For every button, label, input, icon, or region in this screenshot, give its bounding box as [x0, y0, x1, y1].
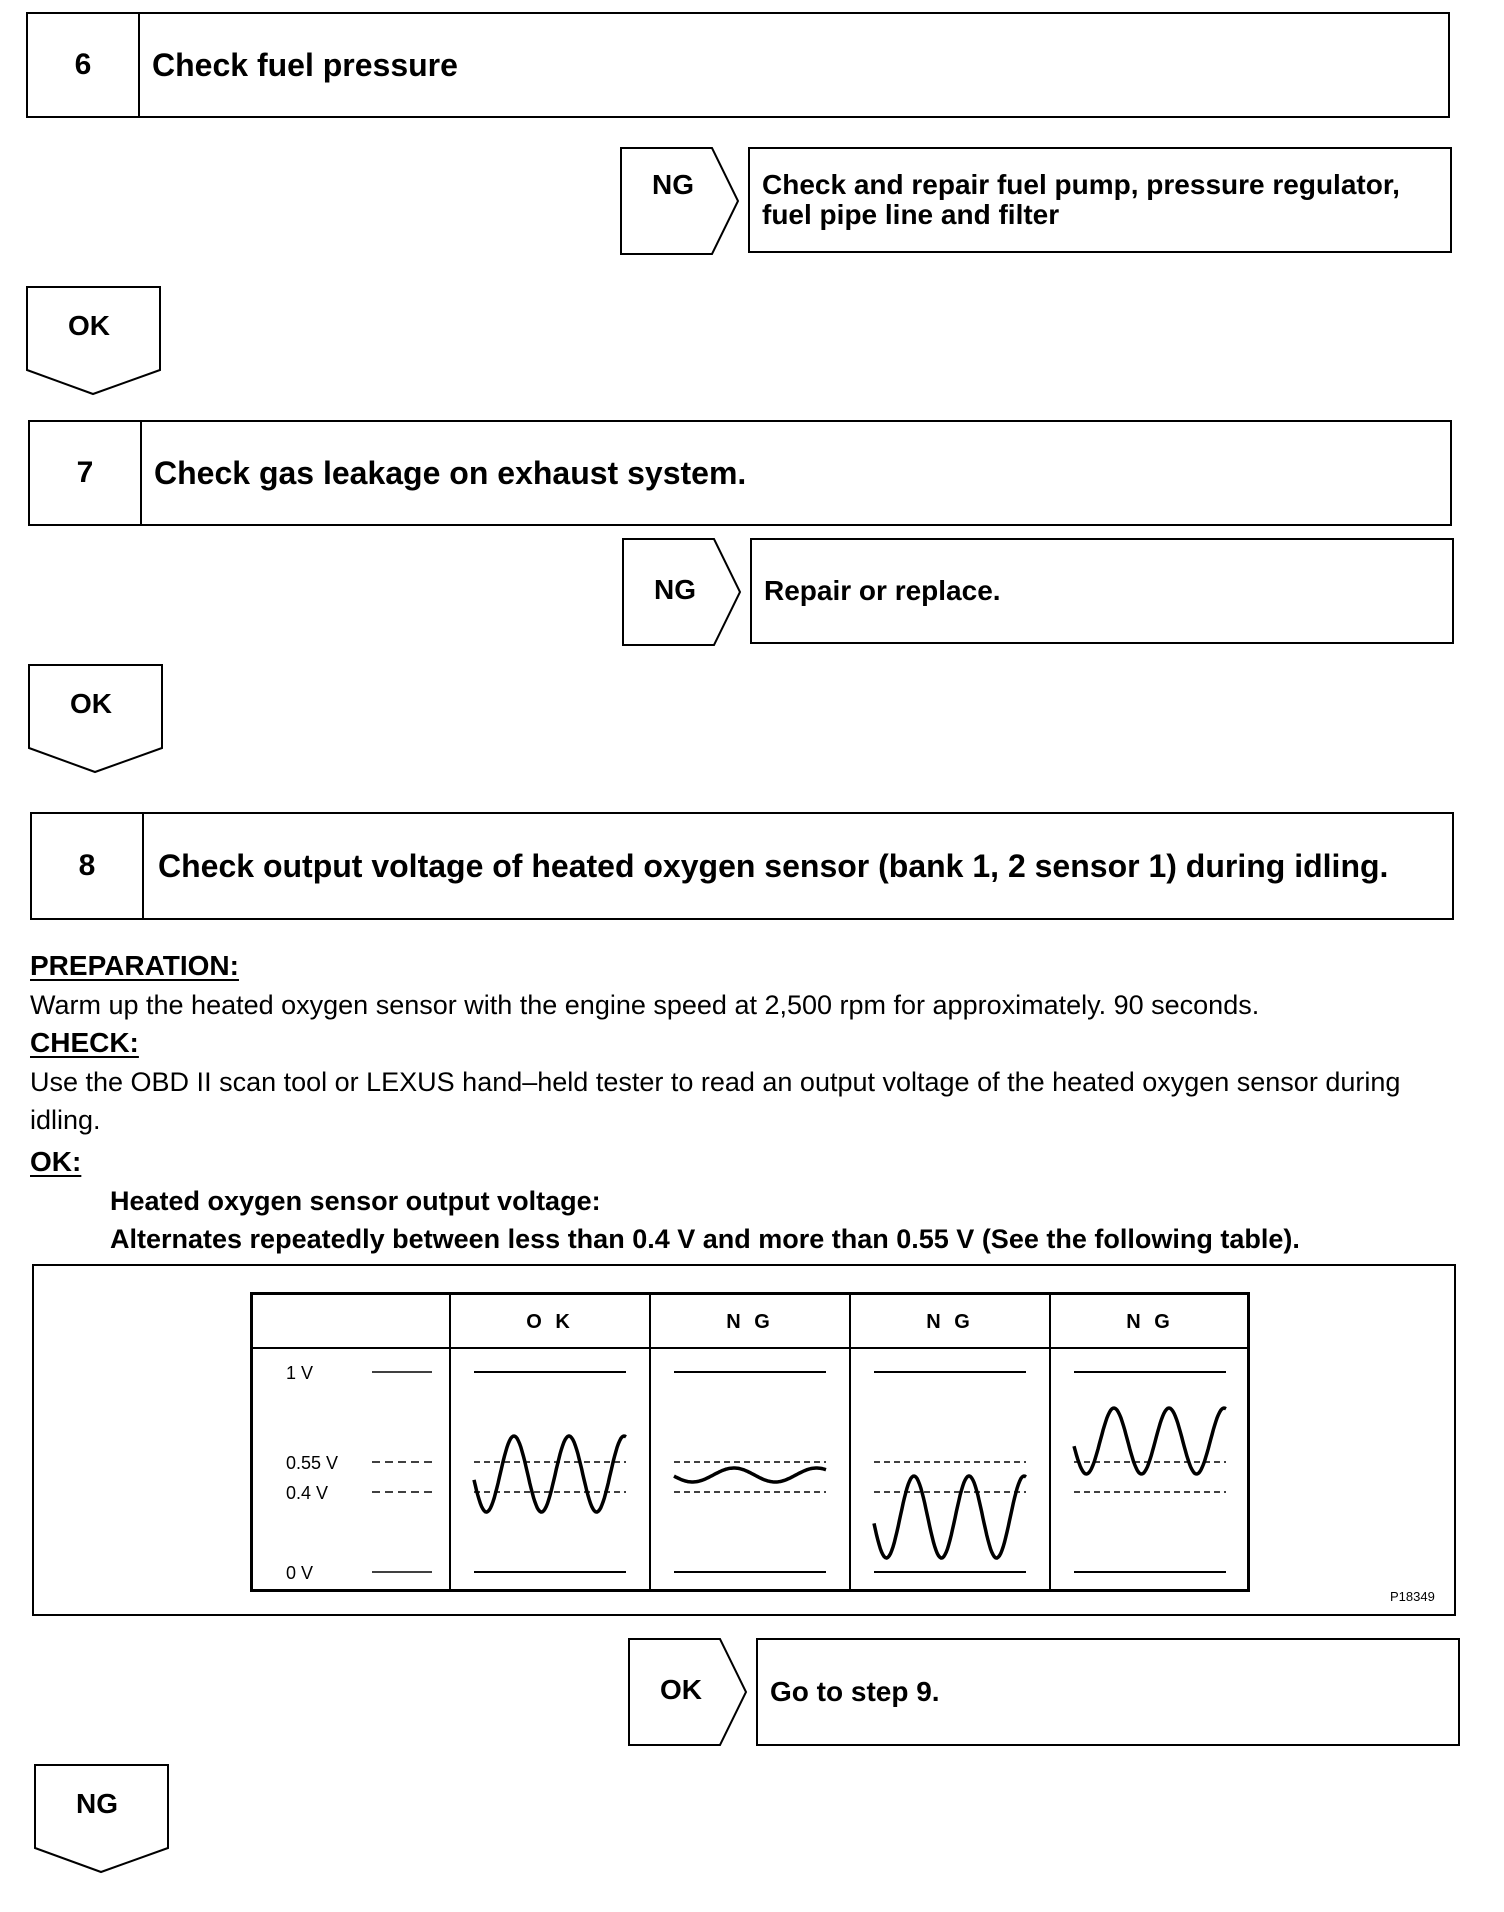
column-header: N G [1126, 1311, 1174, 1333]
step-7-ok-arrow [28, 664, 164, 774]
step-7-ng-arrow [622, 538, 742, 646]
step-7-ng-label: NG [654, 574, 696, 605]
column-header: N G [926, 1311, 974, 1333]
figure-code: P18349 [1390, 1589, 1435, 1604]
ok-spec-heading: OK: [30, 1146, 82, 1177]
column-header: O K [526, 1311, 574, 1333]
step-6-ok-label: OK [68, 310, 110, 341]
step-6-number: 6 [28, 14, 140, 116]
step-8-ok-result: Go to step 9. [756, 1638, 1460, 1746]
step-8-ng-label: NG [76, 1788, 118, 1819]
step-8-ok-label: OK [660, 1674, 702, 1705]
check-text: Use the OBD II scan tool or LEXUS hand–held tester to read an output voltage of the heated oxygen sensor during idling. [30, 1067, 1401, 1135]
step-8-title: Check output voltage of heated oxygen sensor (bank 1, 2 sensor 1) during idling. [158, 848, 1389, 884]
step-8-ok-arrow [628, 1638, 748, 1746]
check-heading: CHECK: [30, 1027, 139, 1058]
step-8-ng-arrow [34, 1764, 170, 1874]
level-label: 0.4 V [286, 1483, 329, 1503]
step-6-header [26, 12, 1450, 118]
level-label: 0.55 V [286, 1453, 339, 1473]
ok-spec-line-2: Alternates repeatedly between less than 0.4 V and more than 0.55 V (See the following table). [110, 1224, 1300, 1254]
step-7-ng-result: Repair or replace. [750, 538, 1454, 644]
ok-spec-line-1: Heated oxygen sensor output voltage: [110, 1186, 601, 1216]
step-8-header [30, 812, 1454, 920]
preparation-text: Warm up the heated oxygen sensor with the engine speed at 2,500 rpm for approximately. 90 seconds. [30, 990, 1260, 1020]
step-6-ng-label: NG [652, 169, 694, 200]
step-7-number: 7 [30, 422, 142, 524]
step-6-ok-arrow [26, 286, 162, 396]
level-label: 0 V [286, 1563, 314, 1583]
step-6-ng-result: Check and repair fuel pump, pressure regulator, fuel pipe line and filter [748, 147, 1452, 253]
step-7-title: Check gas leakage on exhaust system. [154, 455, 747, 491]
step-8-number: 8 [32, 814, 144, 918]
waveform-2 [674, 1468, 826, 1482]
waveform-1 [474, 1436, 626, 1512]
step-6-ng-arrow [620, 147, 740, 255]
step-7-header [28, 420, 1452, 526]
step-6-title: Check fuel pressure [152, 47, 458, 83]
waveform-3 [874, 1476, 1026, 1558]
voltage-waveform-table [250, 1292, 1250, 1592]
step-7-ok-label: OK [70, 688, 112, 719]
level-label: 1 V [286, 1363, 314, 1383]
column-header: N G [726, 1311, 774, 1333]
preparation-heading: PREPARATION: [30, 950, 239, 981]
waveform-4 [1074, 1408, 1226, 1474]
